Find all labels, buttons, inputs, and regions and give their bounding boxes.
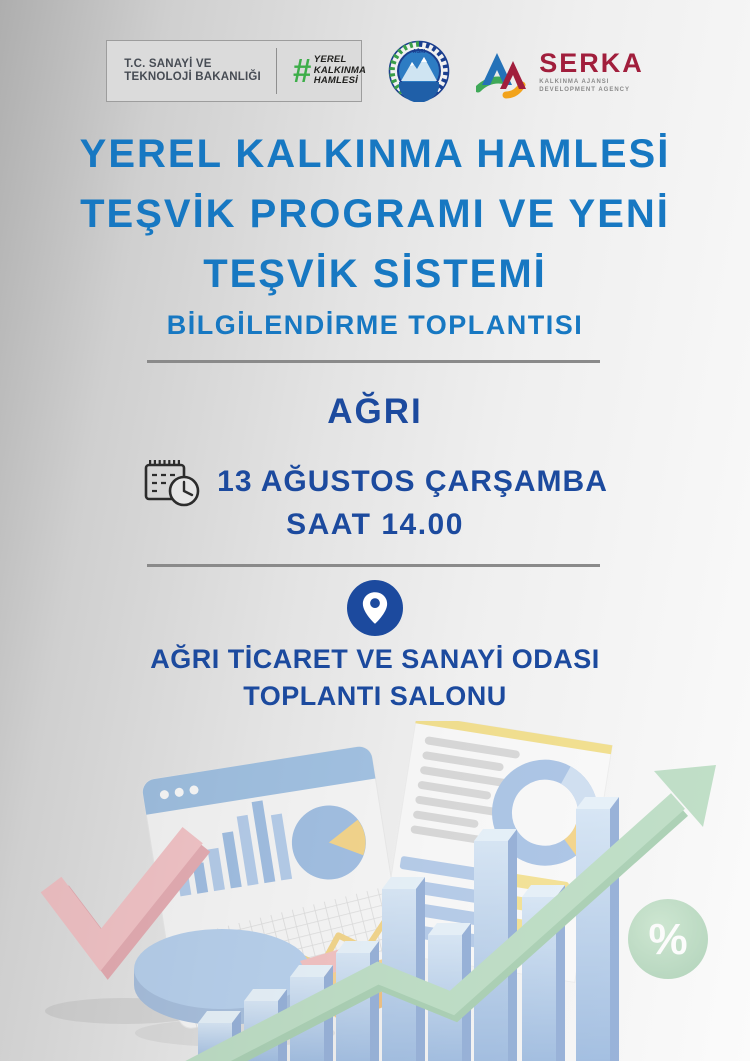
hashtag-mark — [292, 52, 367, 89]
hash-icon: # — [292, 52, 311, 89]
hashtag-text: YEREL KALKINMA HAMLESİ — [313, 54, 367, 87]
event-date: 13 AĞUSTOS ÇARŞAMBA — [217, 465, 608, 498]
venue-line-2: TOPLANTI SALONU — [243, 681, 507, 711]
serka-logo — [476, 43, 644, 99]
chamber-logo — [388, 40, 450, 102]
subtitle: BİLGİLENDİRME TOPLANTISI — [166, 310, 584, 340]
location-pin-badge — [347, 580, 403, 636]
venue — [0, 641, 750, 715]
percent-label: % — [648, 915, 688, 964]
event-time: SAAT 14.00 — [286, 508, 464, 541]
percent-badge — [628, 899, 708, 979]
title-line-3: TEŞVİK SİSTEMİ — [203, 252, 547, 296]
divider-top — [147, 360, 600, 363]
title-line-2: TEŞVİK PROGRAMI VE YENİ — [80, 192, 670, 236]
serka-name: SERKA — [539, 47, 644, 78]
serka-sub2: DEVELOPMENT AGENCY — [539, 86, 631, 93]
main-title — [0, 124, 750, 304]
calendar-clock-icon — [142, 455, 204, 509]
event-city: AĞRI — [327, 392, 423, 431]
chamber-top-label: AĞRI — [412, 49, 426, 55]
analytics-illustration — [0, 721, 750, 1061]
ministry-name: T.C. SANAYİ VE TEKNOLOJİ BAKANLIĞI — [124, 57, 261, 83]
ministry-logo — [106, 40, 367, 102]
serka-sub1: KALKINMA AJANSI — [539, 78, 610, 85]
logo-row — [0, 40, 750, 102]
bar-3d — [576, 797, 619, 1061]
venue-line-1: AĞRI TİCARET VE SANAYİ ODASI — [150, 644, 600, 674]
location-pin-icon — [360, 591, 390, 625]
divider-bottom — [147, 564, 600, 567]
event-date-row — [0, 455, 750, 509]
title-line-1: YEREL KALKINMA HAMLESİ — [79, 132, 671, 176]
serka-mountains-icon — [476, 43, 534, 99]
logo-divider — [276, 48, 278, 94]
